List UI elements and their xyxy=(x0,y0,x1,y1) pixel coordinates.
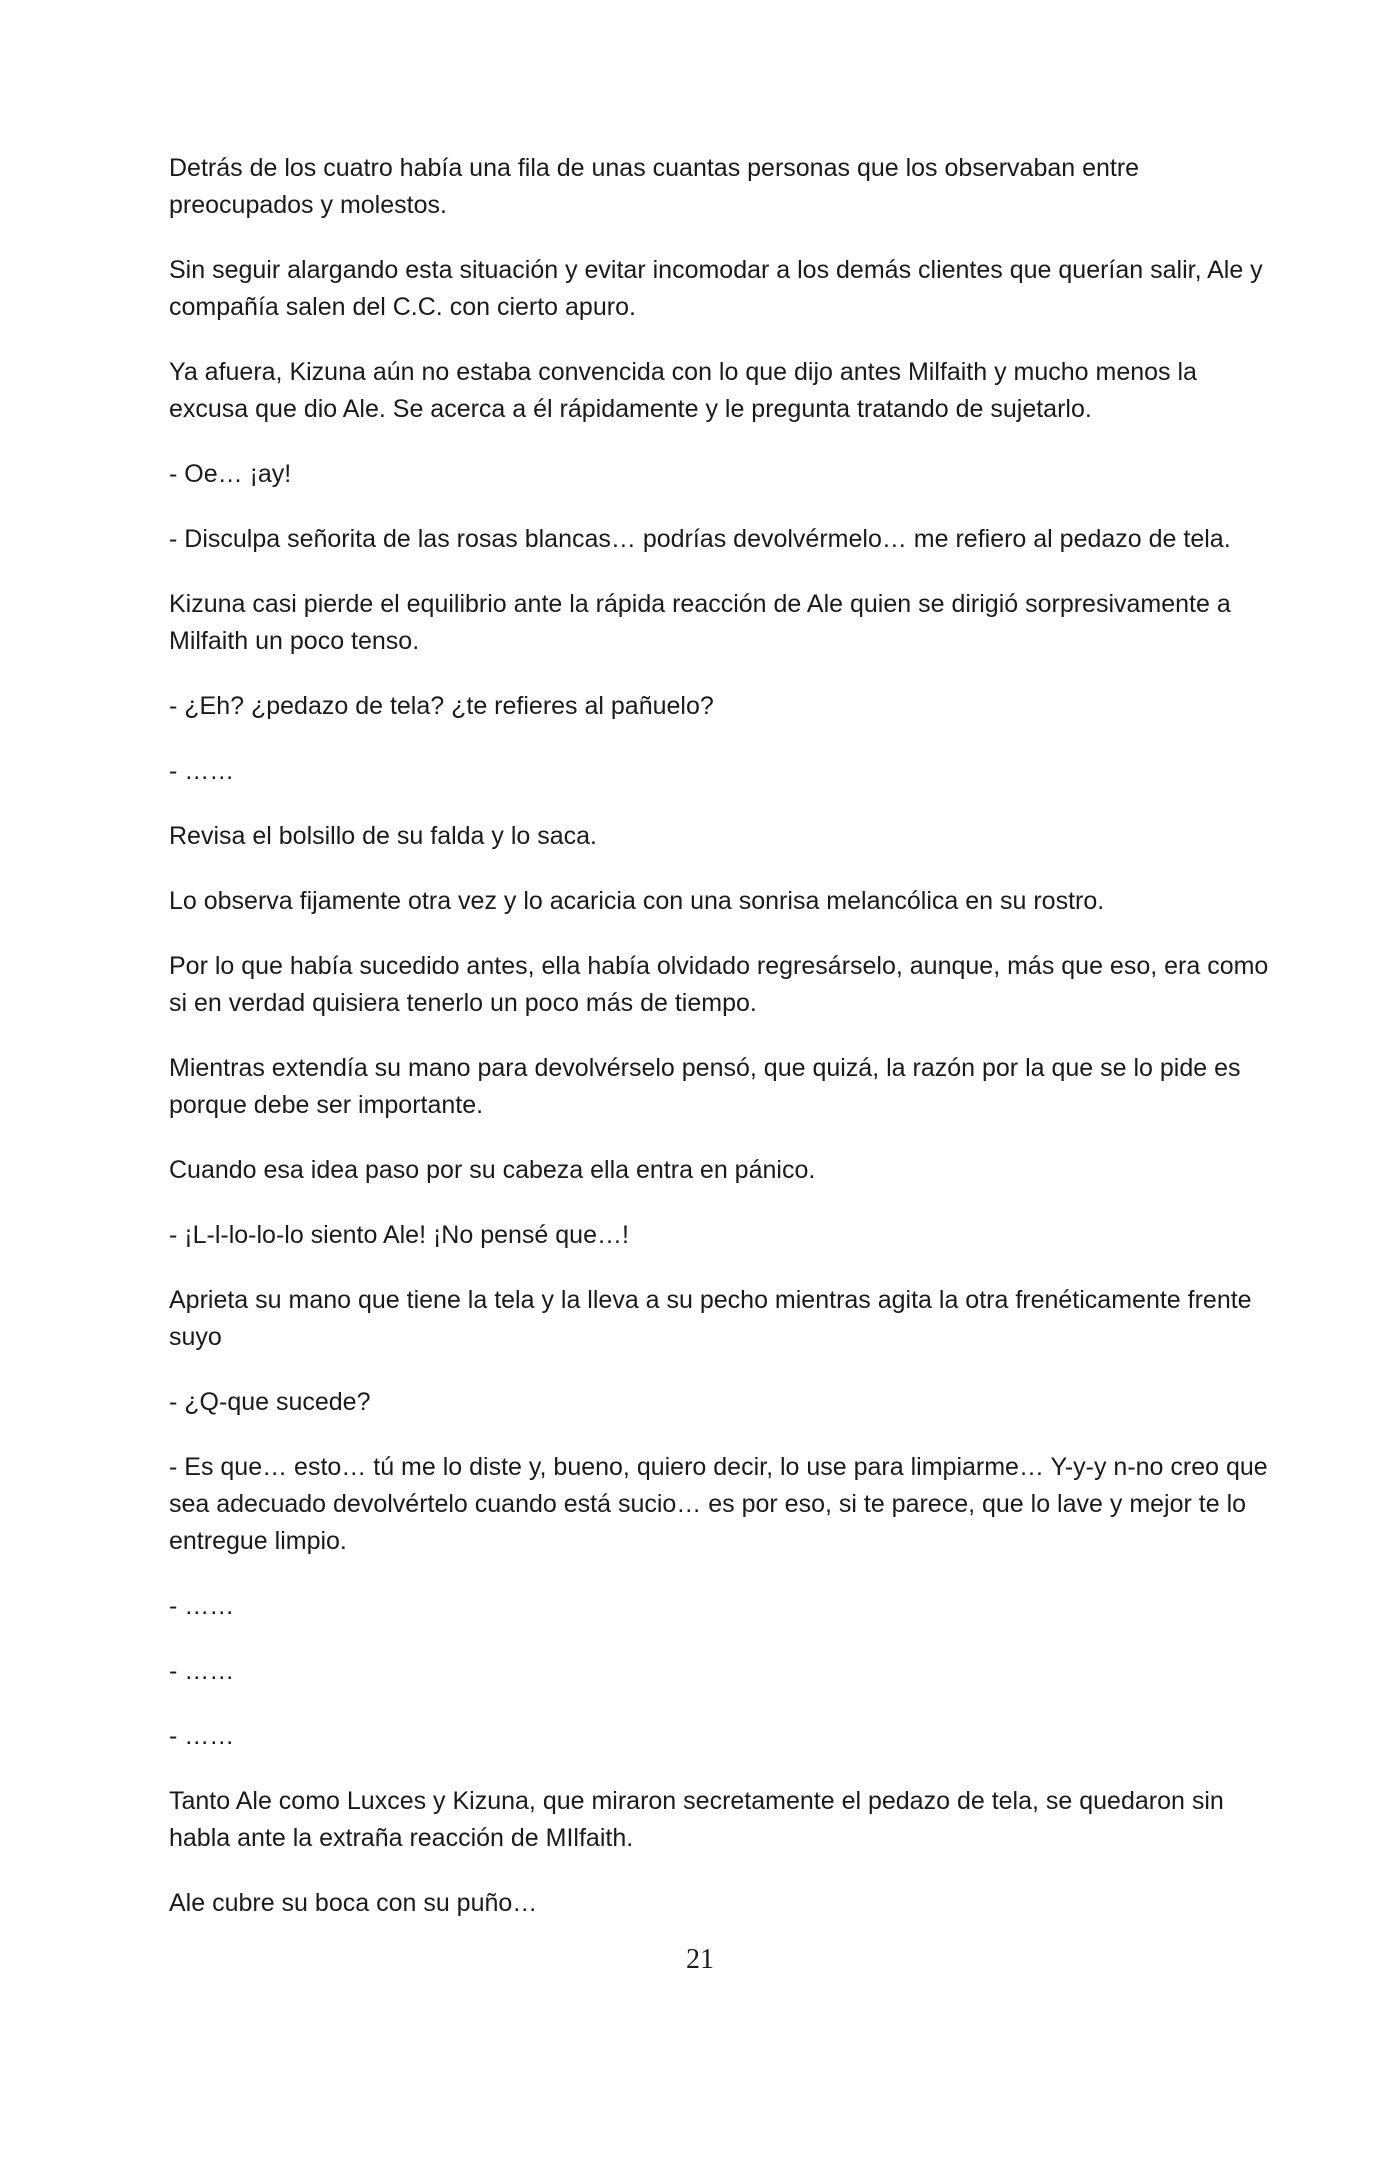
paragraph: - …… xyxy=(169,1592,235,1620)
paragraph: Sin seguir alargando esta situación y evitar incomodar a los demás clientes que querían salir, Ale y compañía salen del C.C. con cierto apuro. xyxy=(169,256,1263,321)
page-number: 21 xyxy=(686,1944,714,1975)
paragraph: Mientras extendía su mano para devolvérselo pensó, que quizá, la razón por la que se lo pide es porque debe ser importante. xyxy=(169,1054,1241,1119)
paragraph: - …… xyxy=(169,1722,235,1750)
paragraph: Ale cubre su boca con su puño… xyxy=(169,1889,538,1917)
paragraph: Detrás de los cuatro había una fila de unas cuantas personas que los observaban entre preocupados y molestos. xyxy=(169,154,1140,219)
paragraph: Ya afuera, Kizuna aún no estaba convencida con lo que dijo antes Milfaith y mucho menos la excusa que dio Ale. Se acerca a él rápidamente y le pregunta tratando de sujetarlo. xyxy=(169,358,1197,423)
text-body xyxy=(169,150,1269,1950)
paragraph: - ¿Eh? ¿pedazo de tela? ¿te refieres al pañuelo? xyxy=(169,692,714,720)
paragraph: Tanto Ale como Luxces y Kizuna, que miraron secretamente el pedazo de tela, se quedaron sin habla ante la extraña reacción de MIlfaith. xyxy=(169,1787,1224,1852)
paragraph: Por lo que había sucedido antes, ella había olvidado regresárselo, aunque, más que eso, era como si en verdad quisiera tenerlo un poco más de tiempo. xyxy=(169,952,1269,1017)
paragraph: Kizuna casi pierde el equilibrio ante la rápida reacción de Ale quien se dirigió sorpresivamente a Milfaith un poco tenso. xyxy=(169,590,1231,655)
paragraph: Aprieta su mano que tiene la tela y la lleva a su pecho mientras agita la otra frenéticamente frente suyo xyxy=(169,1286,1252,1351)
paragraph: - Disculpa señorita de las rosas blancas… podrías devolvérmelo… me refiero al pedazo de tela. xyxy=(169,525,1231,553)
paragraph: - Oe… ¡ay! xyxy=(169,460,292,488)
paragraph: Lo observa fijamente otra vez y lo acaricia con una sonrisa melancólica en su rostro. xyxy=(169,887,1105,915)
paragraph: Revisa el bolsillo de su falda y lo saca. xyxy=(169,822,598,850)
paragraph: - ¡L-l-lo-lo-lo siento Ale! ¡No pensé que…! xyxy=(169,1221,629,1249)
paragraph: - …… xyxy=(169,1657,235,1685)
paragraph: - …… xyxy=(169,757,235,785)
paragraph: Cuando esa idea paso por su cabeza ella entra en pánico. xyxy=(169,1156,816,1184)
paragraph: - Es que… esto… tú me lo diste y, bueno, quiero decir, lo use para limpiarme… Y-y-y n-no creo que sea adecuado devolvértelo cuando está sucio… es por eso, si te parece, que lo lave y mejor te lo entregue limpio. xyxy=(169,1453,1268,1555)
paragraph: - ¿Q-que sucede? xyxy=(169,1388,371,1416)
